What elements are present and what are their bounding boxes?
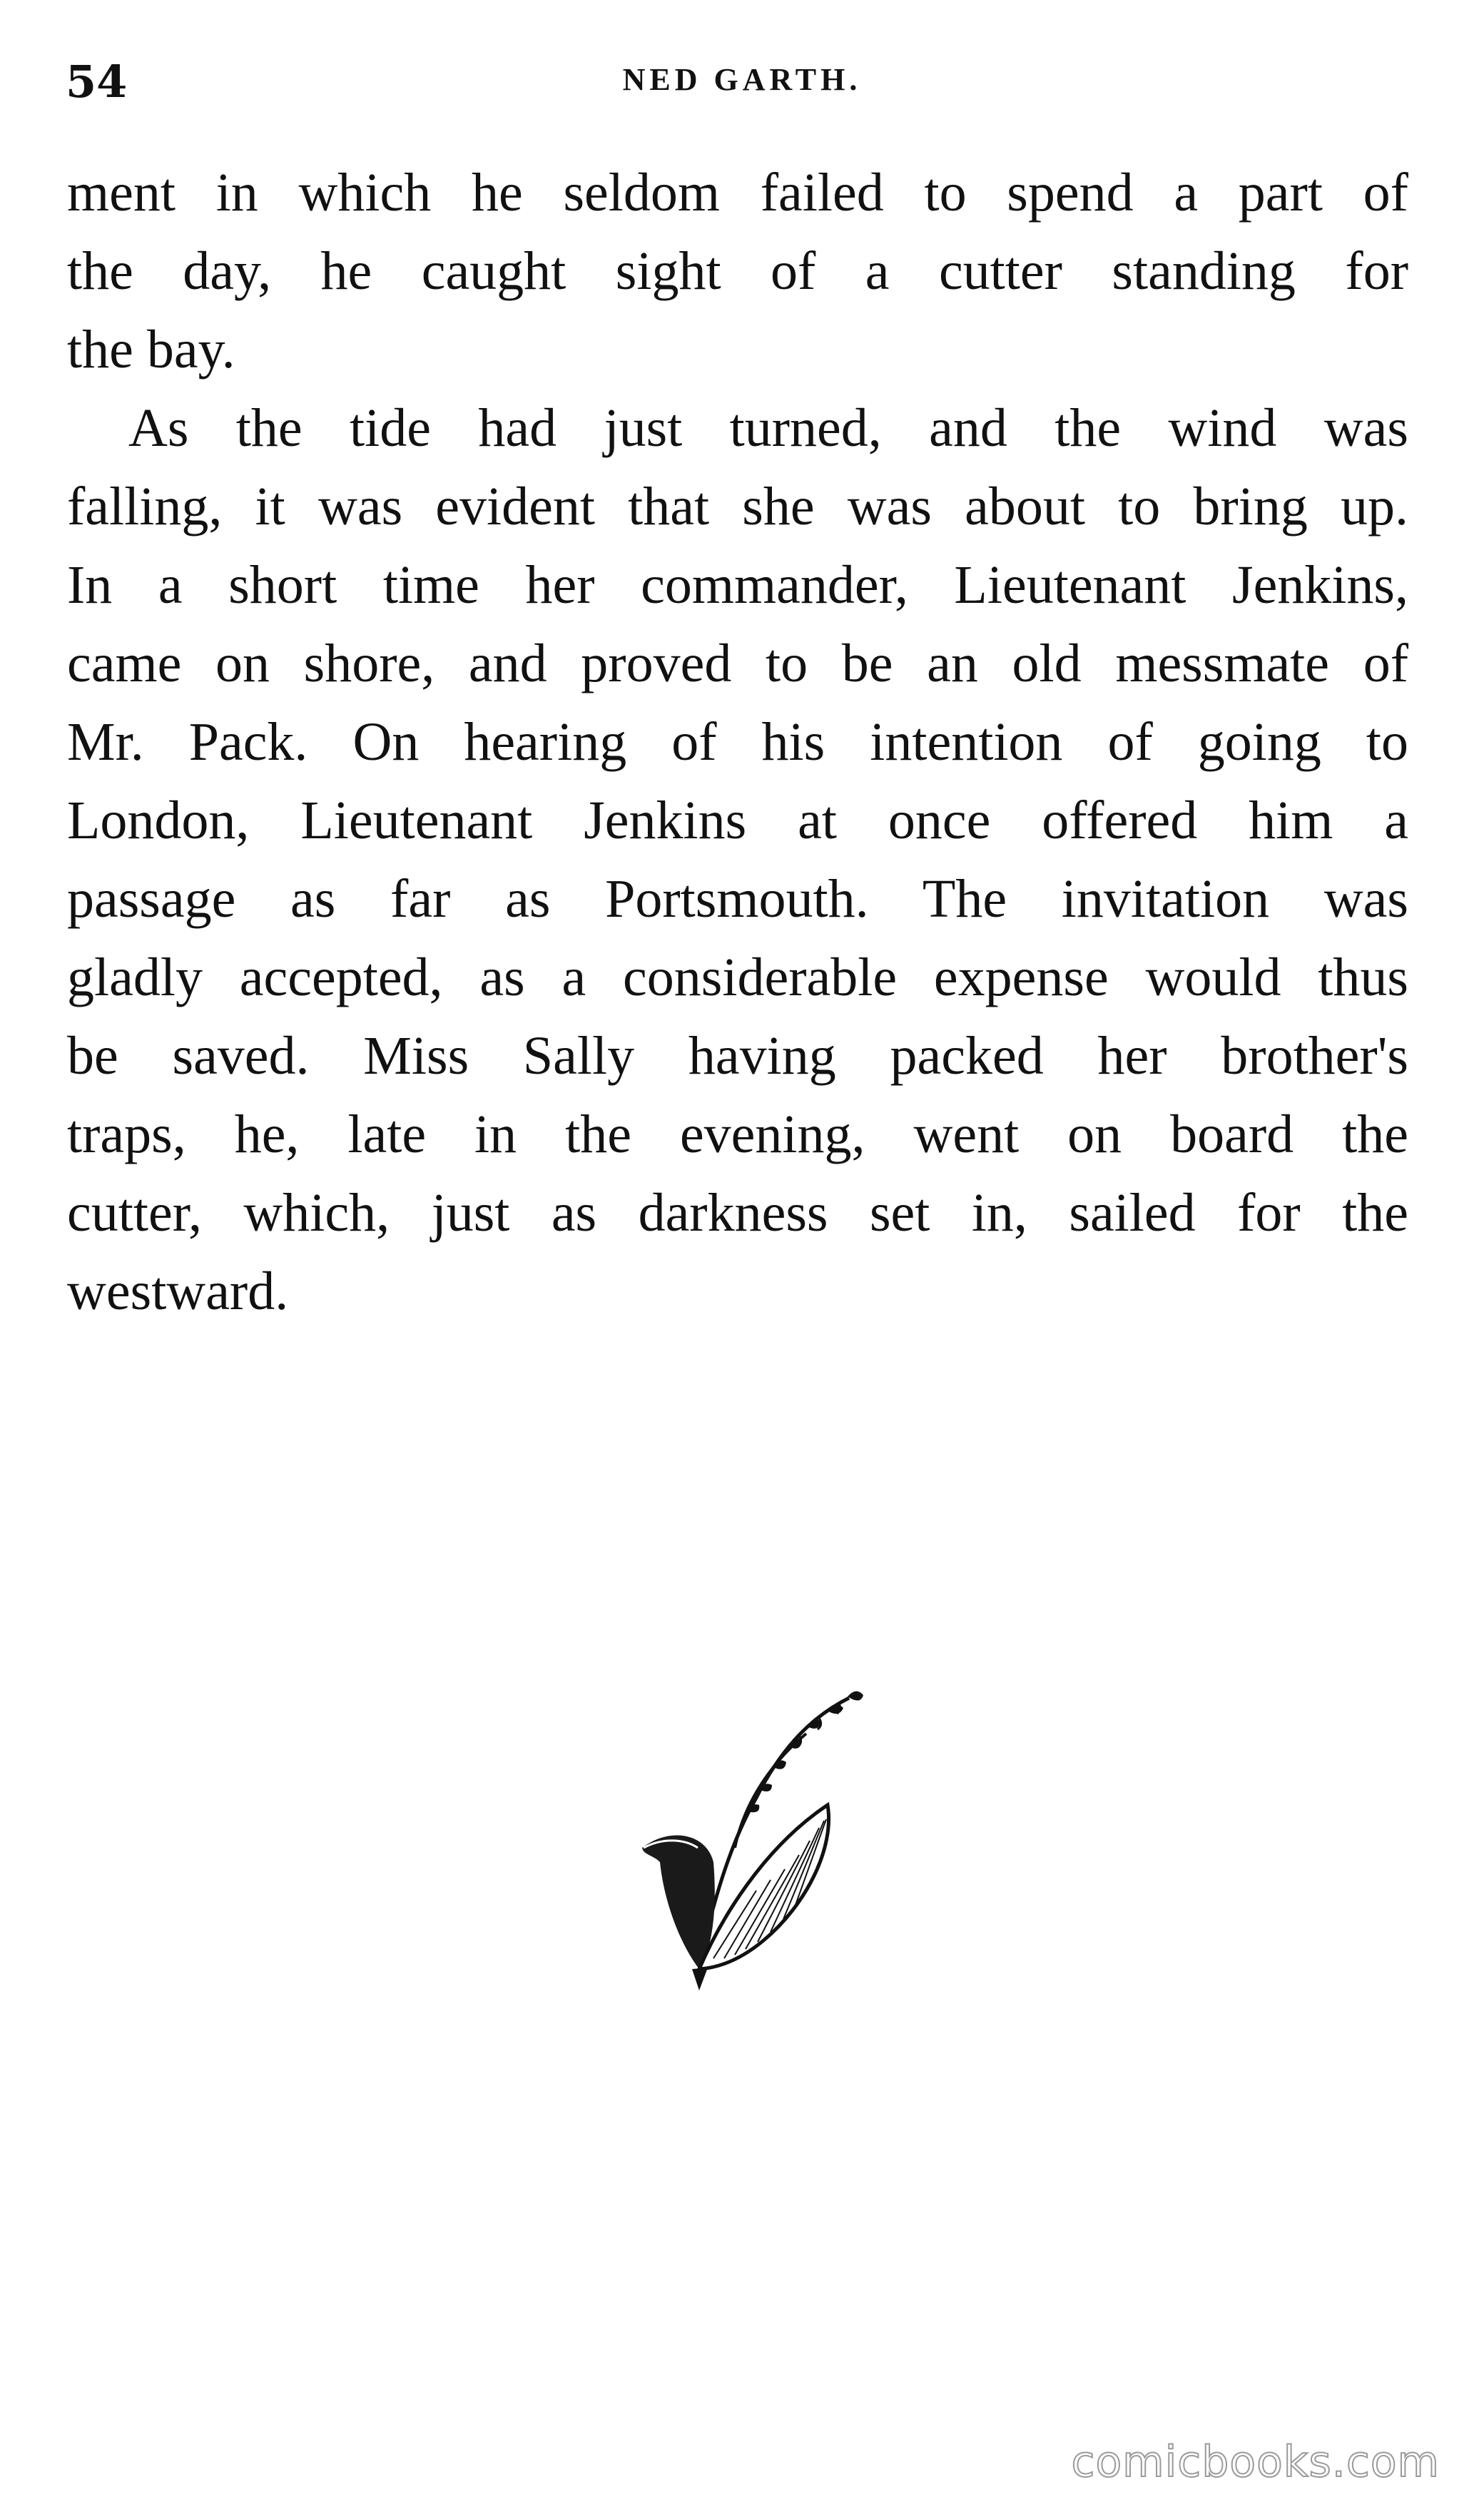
paragraph-1 <box>67 153 1408 389</box>
text-line: gladly accepted, as a considerable expense would thus <box>67 947 1408 1007</box>
text-line: passage as far as Portsmouth. The invitation was <box>67 869 1408 929</box>
text-line: ment in which he seldom failed to spend a part of <box>67 163 1408 223</box>
text-line: came on shore, and proved to be an old messmate of <box>67 634 1408 693</box>
body-text <box>67 153 1408 1331</box>
text-line: London, Lieutenant Jenkins at once offered him a <box>67 790 1408 850</box>
text-line: cutter, which, just as darkness set in, sailed for the <box>67 1183 1408 1243</box>
text-line: westward. <box>67 1261 289 1321</box>
paragraph-2 <box>67 389 1408 1331</box>
text-line: As the tide had just turned, and the wind was <box>128 398 1408 458</box>
text-line: traps, he, late in the evening, went on board the <box>67 1104 1408 1164</box>
running-title: NED GARTH. <box>622 62 862 97</box>
text-line: be saved. Miss Sally having packed her brother's <box>67 1026 1408 1086</box>
text-line: the bay. <box>67 320 235 380</box>
text-line: In a short time her commander, Lieutenant Jenkins, <box>67 555 1408 615</box>
page-number: 54 <box>66 56 128 108</box>
text-line: Mr. Pack. On hearing of his intention of going to <box>67 712 1408 772</box>
lily-of-the-valley-vignette-icon <box>592 1634 878 1990</box>
text-line: falling, it was evident that she was about to bring up. <box>67 477 1408 537</box>
watermark: comicbooks.com <box>1071 2437 1440 2487</box>
text-line: the day, he caught sight of a cutter standing for <box>67 241 1408 301</box>
